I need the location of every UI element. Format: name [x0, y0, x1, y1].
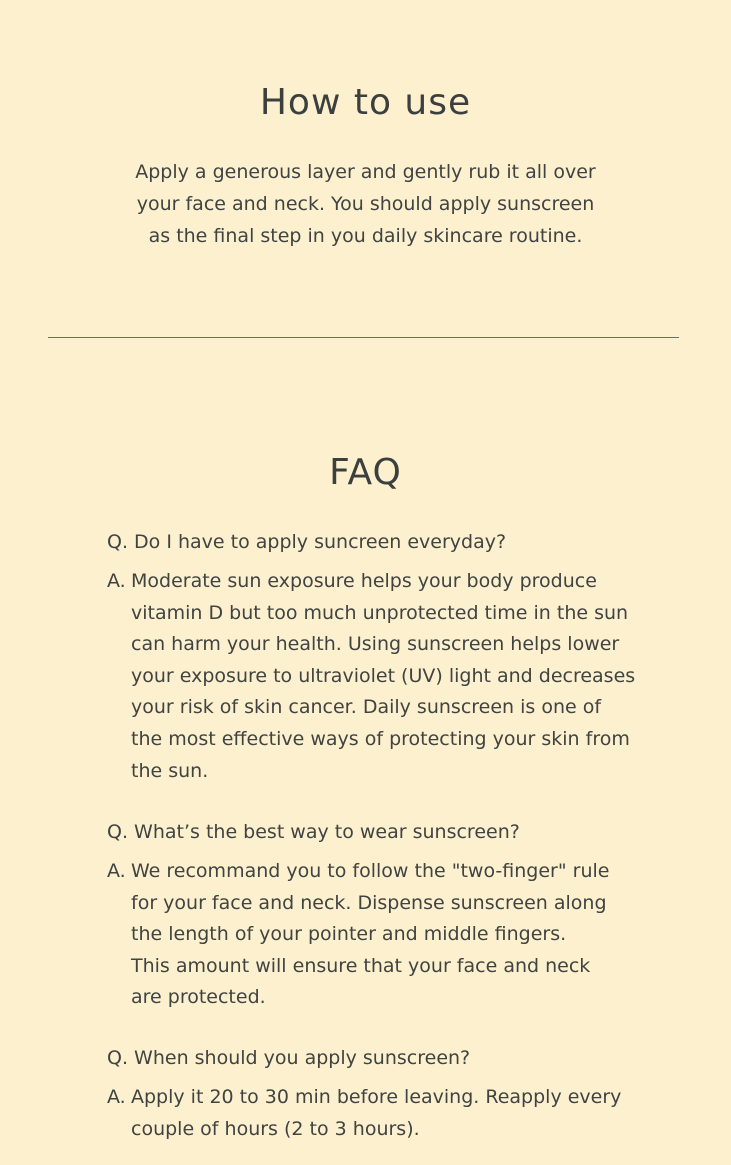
question-prefix: Q. [107, 821, 128, 843]
faq-item [107, 526, 636, 787]
answer-line: the sun. [131, 759, 209, 782]
answer-lines [131, 566, 635, 787]
how-to-use-line: your face and neck. You should apply sunscreen [136, 193, 595, 215]
how-to-use-line: Apply a generous layer and gently rub it all over [135, 161, 596, 183]
how-to-use-line: as the final step in you daily skincare routine. [148, 225, 583, 247]
question-text: When should you apply sunscreen? [134, 1047, 471, 1069]
answer-line: vitamin D but too much unprotected time in the sun [131, 601, 629, 624]
answer-line: can harm your health. Using sunscreen helps lower [131, 633, 620, 656]
faq-question [107, 816, 627, 848]
answer-line: your risk of skin cancer. Daily sunscreen is one of [131, 696, 602, 719]
answer-lines [131, 1082, 621, 1145]
answer-prefix: A. [107, 1086, 126, 1108]
answer-line: are protected. [131, 986, 266, 1009]
question-text: Do I have to apply suncreen everyday? [134, 531, 507, 553]
faq-answer [107, 1082, 627, 1145]
answer-line: We recommand you to follow the "two-finger" rule [131, 860, 610, 882]
answer-line: This amount will ensure that your face and neck [131, 954, 591, 977]
answer-prefix: A. [107, 860, 126, 882]
answer-line: Moderate sun exposure helps your body produce [131, 570, 597, 592]
faq-answer [107, 566, 636, 787]
faq-item [107, 816, 627, 1014]
answer-line: the most effective ways of protecting your skin from [131, 727, 630, 750]
faq-answer [107, 856, 627, 1014]
section-divider [48, 337, 679, 338]
answer-line: for your face and neck. Dispense sunscreen along [131, 891, 607, 914]
faq-question [107, 526, 627, 558]
how-to-use-body [0, 156, 731, 252]
answer-line: the length of your pointer and middle fingers. [131, 923, 567, 946]
faq-item [107, 1042, 627, 1145]
question-text: What’s the best way to wear sunscreen? [134, 821, 520, 843]
how-to-use-title: How to use [259, 82, 472, 123]
question-prefix: Q. [107, 1047, 128, 1069]
question-prefix: Q. [107, 531, 128, 553]
faq-question [107, 1042, 627, 1074]
faq-title: FAQ [329, 452, 402, 493]
answer-prefix: A. [107, 570, 126, 592]
answer-line: couple of hours (2 to 3 hours). [131, 1117, 420, 1140]
answer-line: Apply it 20 to 30 min before leaving. Reapply every [131, 1086, 622, 1108]
answer-lines [131, 856, 609, 1014]
answer-line: your exposure to ultraviolet (UV) light and decreases [131, 664, 636, 687]
